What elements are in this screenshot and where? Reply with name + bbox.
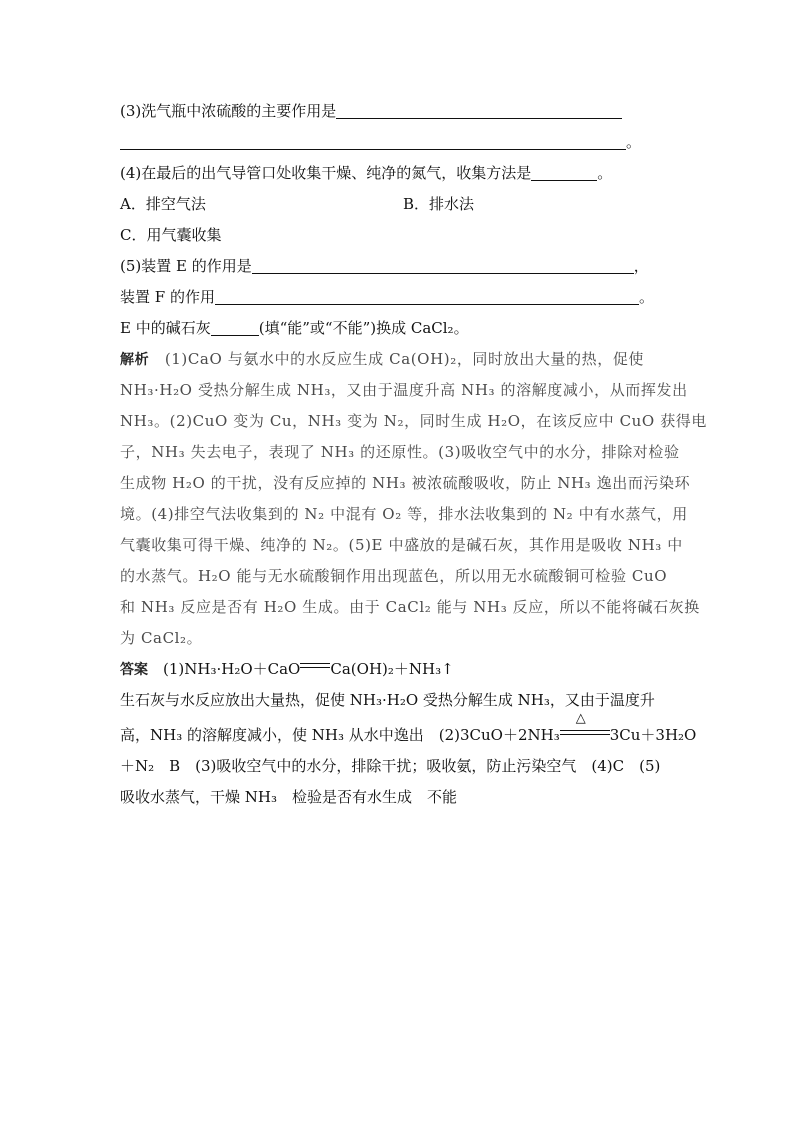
- q5-f-text: 装置 F 的作用: [120, 288, 215, 306]
- answer-label: 答案: [120, 662, 148, 678]
- answer-line-2: [120, 685, 676, 716]
- analysis-line: [120, 499, 688, 530]
- heat-equals-sign: [560, 711, 610, 742]
- question-5: [120, 251, 676, 282]
- q5-e-post: (填“能”或“不能”)换成 CaCl₂。: [258, 319, 469, 337]
- q5-text: (5)装置 E 的作用是: [120, 257, 252, 275]
- option-c: C．用气囊收集: [120, 226, 222, 244]
- question-5-e: [120, 313, 676, 344]
- q5-f-end: 。: [638, 288, 654, 306]
- analysis-line: [120, 437, 680, 468]
- analysis-line: [120, 623, 676, 654]
- answer-line-4: [120, 751, 676, 782]
- analysis-text: (1)CaO 与氨水中的水反应生成 Ca(OH)₂，同时放出大量的热，促使: [164, 350, 645, 368]
- analysis-line: [120, 592, 700, 623]
- answer-eq1-left: (1)NH₃·H₂O＋CaO: [163, 660, 301, 678]
- q4-text: (4)在最后的出气导管口处收集干燥、纯净的氮气，收集方法是: [120, 164, 532, 182]
- analysis-block: [120, 344, 708, 654]
- analysis-text: 境。(4)排空气法收集到的 N₂ 中混有 O₂ 等，排水法收集到的 N₂ 中有水蒸气，用: [120, 505, 688, 523]
- question-3: [120, 96, 676, 127]
- analysis-text: 子，NH₃ 失去电子，表现了 NH₃ 的还原性。(3)吸收空气中的水分，排除对检验: [120, 443, 680, 461]
- option-b: B．排水法: [403, 195, 475, 213]
- q4-blank: [531, 162, 597, 181]
- analysis-line: [120, 344, 676, 375]
- question-5-f: [120, 282, 676, 313]
- double-equals-sign: [300, 659, 330, 673]
- question-3-cont: [120, 127, 676, 158]
- answer-text: 生石灰与水反应放出大量热，促使 NH₃·H₂O 受热分解生成 NH₃，又由于温度升: [120, 691, 655, 709]
- analysis-line: [120, 375, 688, 406]
- q3-blank-1: [336, 100, 622, 119]
- analysis-text: 生成物 H₂O 的干扰，没有反应掉的 NH₃ 被浓硫酸吸收，防止 NH₃ 逸出而污染环: [120, 474, 691, 492]
- q4-options-ab: [120, 189, 676, 220]
- q4-option-c-row: [120, 220, 676, 251]
- answer-block: [120, 654, 697, 813]
- q3-text: (3)洗气瓶中浓硫酸的主要作用是: [120, 102, 337, 120]
- q3-end: 。: [626, 133, 642, 151]
- option-a: A．排空气法: [120, 195, 206, 213]
- q5-e-pre: E 中的碱石灰: [120, 319, 211, 337]
- q5-blank-cacl2: [211, 317, 259, 336]
- answer-text: 吸收水蒸气，干燥 NH₃ 检验是否有水生成 不能: [120, 788, 457, 806]
- answer-text: 3Cu＋3H₂O: [609, 726, 697, 744]
- analysis-line: [120, 561, 676, 592]
- analysis-text: 和 NH₃ 反应是否有 H₂O 生成。由于 CaCl₂ 能与 NH₃ 反应，所以不能将碱石灰换: [120, 598, 700, 616]
- heat-triangle-icon: △: [575, 711, 586, 726]
- answer-eq1-right: Ca(OH)₂＋NH₃↑: [330, 660, 454, 678]
- answer-line-1: [120, 654, 676, 685]
- document-page: [120, 96, 708, 813]
- q5-blank-e: [252, 255, 634, 274]
- analysis-label: 解析: [120, 352, 150, 368]
- analysis-text: 为 CaCl₂。: [120, 629, 203, 647]
- answer-text: ＋N₂ B (3)吸收空气中的水分，排除干扰；吸收氨，防止污染空气 (4)C (5): [120, 757, 661, 775]
- analysis-line: [120, 468, 691, 499]
- q5-comma: ，: [633, 257, 649, 275]
- answer-line-3: [120, 711, 697, 751]
- answer-line-5: [120, 782, 676, 813]
- analysis-text: 的水蒸气。H₂O 能与无水硫酸铜作用出现蓝色，所以用无水硫酸铜可检验 CuO: [120, 567, 668, 585]
- analysis-line: [120, 530, 683, 561]
- analysis-text: NH₃·H₂O 受热分解生成 NH₃，又由于温度升高 NH₃ 的溶解度减小，从而挥发出: [120, 381, 688, 399]
- analysis-line: [120, 406, 708, 437]
- q5-blank-f: [215, 286, 639, 305]
- q3-blank-2: [120, 131, 626, 150]
- analysis-text: 气囊收集可得干燥、纯净的 N₂。(5)E 中盛放的是碱石灰，其作用是吸收 NH₃ 中: [120, 536, 683, 554]
- q4-end: 。: [597, 164, 613, 182]
- question-4: [120, 158, 676, 189]
- answer-text: 高，NH₃ 的溶解度减小，使 NH₃ 从水中逸出 (2)3CuO＋2NH₃: [120, 726, 560, 744]
- analysis-text: NH₃。(2)CuO 变为 Cu，NH₃ 变为 N₂，同时生成 H₂O，在该反应中 CuO 获得电: [120, 412, 708, 430]
